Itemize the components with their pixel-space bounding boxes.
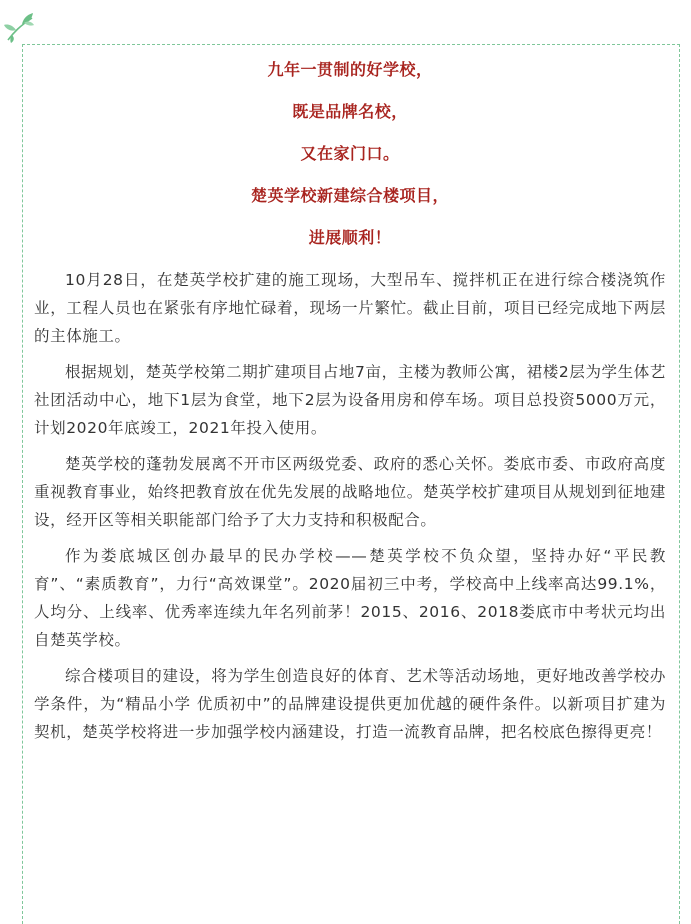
headline-line-2: 既是品牌名校， [292,102,408,121]
paragraph-project-plan: 根据规划，楚英学校第二期扩建项目占地7亩，主楼为教师公寓，裙楼2层为学生体艺社团活动中心，地下1层为食堂，地下2层为设备用房和停车场。项目总投资5000万元，计划2020年底竣工，2021年投入使用。 [34,363,666,437]
leaf-sprig-icon [2,10,36,44]
paragraph-construction-progress: 10月28日，在楚英学校扩建的施工现场，大型吊车、搅拌机正在进行综合楼浇筑作业，工程人员也在紧张有序地忙碌着，现场一片繁忙。截止目前，项目已经完成地下两层的主体施工。 [34,271,666,345]
paragraph-future-outlook: 综合楼项目的建设，将为学生创造良好的体育、艺术等活动场地，更好地改善学校办学条件，为“精品小学 优质初中”的品牌建设提供更加优越的硬件条件。以新项目扩建为契机，楚英学校将进一步加强学校内涵建设，打造一流教育品牌，把名校底色擦得更亮！ [34,667,666,741]
headline-line-5: 进展顺利！ [308,228,392,247]
paragraph-government-support: 楚英学校的蓬勃发展离不开市区两级党委、政府的悉心关怀。娄底市委、市政府高度重视教育事业，始终把教育放在优先发展的战略地位。楚英学校扩建项目从规划到征地建设，经开区等相关职能部门给予了大力支持和积极配合。 [34,455,666,529]
paragraph-school-achievements: 作为娄底城区创办最早的民办学校——楚英学校不负众望，坚持办好“平民教育”、“素质教育”，力行“高效课堂”。2020届初三中考，学校高中上线率高达99.1%，人均分、上线率、优秀率连续九年名列前茅！2015、2016、2018娄底市中考状元均出自楚英学校。 [34,547,666,649]
headline-line-4: 楚英学校新建综合楼项目， [250,186,449,205]
headline-line-1: 九年一贯制的好学校， [267,60,433,79]
article [34,60,666,754]
headline-line-3: 又在家门口。 [300,144,400,163]
